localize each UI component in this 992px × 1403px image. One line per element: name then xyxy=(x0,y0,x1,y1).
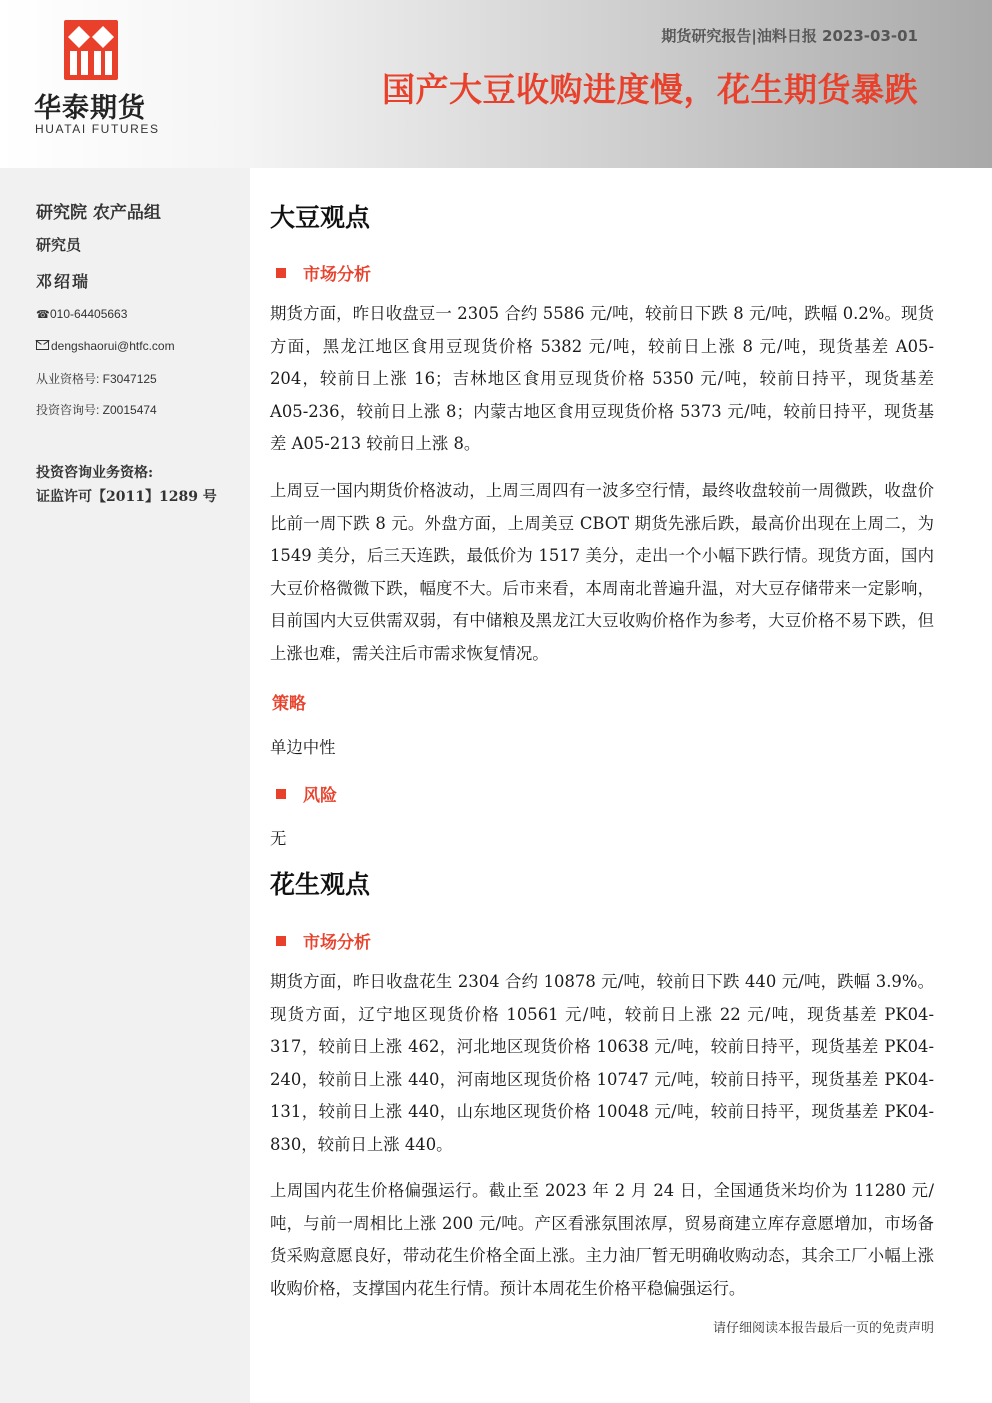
analyst-name: 邓绍瑞 xyxy=(36,272,91,291)
department: 研究院 农产品组 xyxy=(36,203,161,223)
mail-icon xyxy=(36,340,49,350)
phone-row xyxy=(36,307,127,321)
phone-icon: ☎ xyxy=(36,309,50,321)
license-title: 投资咨询业务资格: xyxy=(36,465,154,481)
soybean-risk-heading xyxy=(276,781,337,806)
huatai-logo-icon xyxy=(64,20,118,80)
peanut-heading: 花生观点 xyxy=(270,870,371,899)
report-title: 国产大豆收购进度慢，花生期货暴跌 xyxy=(382,70,918,109)
soybean-market-heading xyxy=(276,260,371,285)
logo-name-en: HUATAI FUTURES xyxy=(35,122,160,136)
company-logo xyxy=(34,20,164,140)
peanut-futures-paragraph: 期货方面，昨日收盘花生 2304 合约 10878 元/吨，较前日下跌 440 元/吨，跌幅 3.9%。现货方面，辽宁地区现货价格 10561 元/吨，较前日上涨 22 元/吨，现货基差 PK04-317，较前日上涨 462，河北地区现货价格 10638 元/吨，较前日持平，现货基差 PK04-240，较前日上涨 440，河南地区现货价格 10747 元/吨，较前日持平，现货基差 PK04-131，较前日上涨 440，山东地区现货价格 10048 元/吨，较前日持平，现货基差 PK04-830，较前日上涨 440。 xyxy=(270,972,934,1154)
qualification-number: 从业资格号: F3047125 xyxy=(36,372,157,386)
soybean-risk: 无 xyxy=(270,829,287,848)
soybean-futures-paragraph: 期货方面，昨日收盘豆一 2305 合约 5586 元/吨，较前日下跌 8 元/吨，跌幅 0.2%。现货方面，黑龙江地区食用豆现货价格 5382 元/吨，较前日上涨 8 元/吨，现货基差 A05-204，较前日上涨 16；吉林地区食用豆现货价格 5350 元/吨，较前日持平，现货基差 A05-236，较前日上涨 8；内蒙古地区食用豆现货价格 5373 元/吨，较前日持平，现货基差 A05-213 较前日上涨 8。 xyxy=(270,304,934,453)
peanut-market-label: 市场分析 xyxy=(303,933,371,953)
email-row xyxy=(36,339,175,353)
soybean-strategy-heading: 策略 xyxy=(272,694,306,714)
soybean-strategy: 单边中性 xyxy=(270,738,336,757)
disclaimer-note: 请仔细阅读本报告最后一页的免责声明 xyxy=(712,1321,934,1336)
logo-name: 华泰期货 xyxy=(34,93,146,124)
consulting-number: 投资咨询号: Z0015474 xyxy=(36,403,157,417)
bullet-square-icon xyxy=(276,268,286,278)
soybean-heading: 大豆观点 xyxy=(270,203,371,232)
report-header xyxy=(0,0,992,168)
soybean-market-label: 市场分析 xyxy=(303,265,371,285)
phone-number: 010-64405663 xyxy=(50,307,128,321)
analyst-role: 研究员 xyxy=(36,236,82,254)
report-meta: 期货研究报告|油料日报 2023-03-01 xyxy=(661,27,918,45)
license-number: 证监许可【2011】1289 号 xyxy=(36,489,217,505)
peanut-market-heading xyxy=(276,928,371,953)
bullet-square-icon xyxy=(276,789,286,799)
bullet-square-icon xyxy=(276,936,286,946)
soybean-risk-label: 风险 xyxy=(303,786,337,806)
author-sidebar xyxy=(0,168,250,1403)
email-address[interactable]: dengshaorui@htfc.com xyxy=(51,339,175,353)
peanut-weekly-paragraph: 上周国内花生价格偏强运行。截止至 2023 年 2 月 24 日，全国通货米均价为 11280 元/吨，与前一周相比上涨 200 元/吨。产区看涨氛围浓厚，贸易商建立库存意愿增加，市场备货采购意愿良好，带动花生价格全面上涨。主力油厂暂无明确收购动态，其余工厂小幅上涨收购价格，支撑国内花生行情。预计本周花生价格平稳偏强运行。 xyxy=(270,1181,934,1298)
soybean-weekly-paragraph: 上周豆一国内期货价格波动，上周三周四有一波多空行情，最终收盘较前一周微跌，收盘价比前一周下跌 8 元。外盘方面，上周美豆 CBOT 期货先涨后跌，最高价出现在上周二，为 1549 美分，后三天连跌，最低价为 1517 美分，走出一个小幅下跌行情。现货方面，国内大豆价格微微下跌，幅度不大。后市来看，本周南北普遍升温，对大豆存储带来一定影响，目前国内大豆供需双弱，有中储粮及黑龙江大豆收购价格作为参考，大豆价格不易下跌，但上涨也难，需关注后市需求恢复情况。 xyxy=(270,481,934,663)
